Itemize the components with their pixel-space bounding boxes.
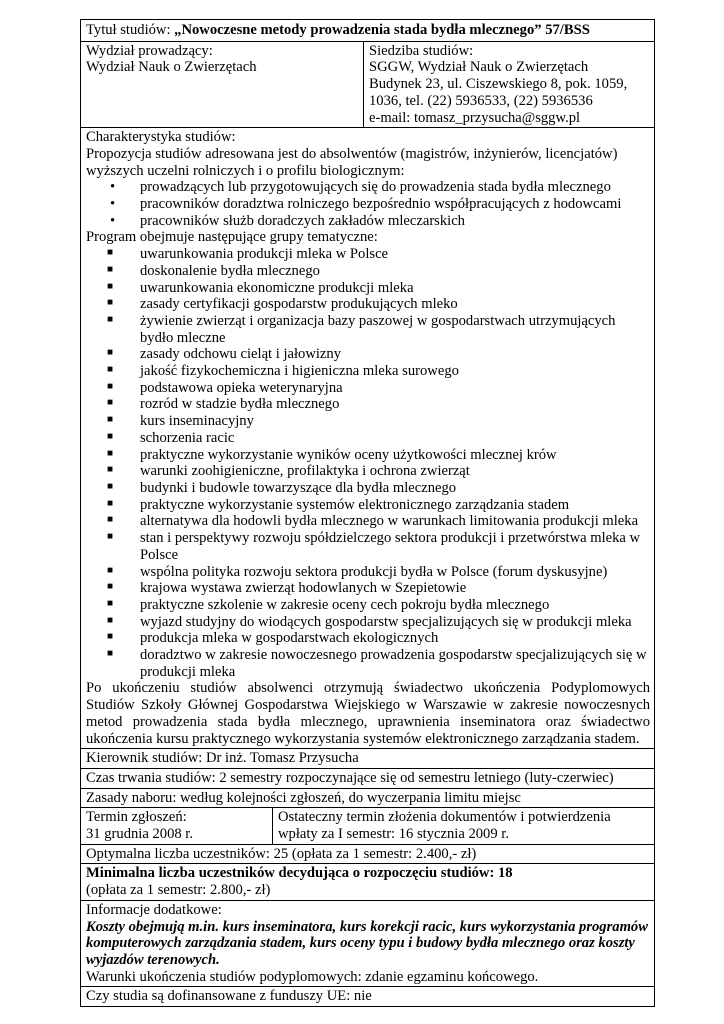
list-item: ■ produkcja mleka w gospodarstwach ekologicznych (86, 630, 650, 647)
characteristics-intro: Propozycja studiów adresowana jest do absolwentów (magistrów, inżynierów, licencjatów) wyższych uczelni rolniczych i o profilu biologicznym: (86, 145, 618, 179)
duration-row (80, 768, 655, 788)
title-value: „Nowoczesne metody prowadzenia stada bydła mlecznego” 57/BSS (174, 22, 590, 38)
faculty-cell (81, 42, 363, 128)
head-row (80, 748, 655, 768)
closing-paragraph: Po ukończeniu studiów absolwenci otrzymują świadectwo ukończenia Podyplomowych Studiów Szkoły Głównej Gospodarstwa Wiejskiego w Warszawie w zakresie nowoczesnych metod prowadzenia stada bydła mlecznego, uprawnienia inseminatora oraz świadectwo ukończenia kursu praktycznego wykorzystania systemów elektronicznego zarządzania stadem. (86, 680, 650, 747)
list-item: ■ rozród w stadzie bydła mlecznego (86, 396, 650, 413)
minimal-participants: Minimalna liczba uczestników decydująca o rozpoczęciu studiów: 18 (86, 865, 513, 882)
final-deadline-cell (272, 808, 654, 843)
list-item: ■ żywienie zwierząt i organizacja bazy paszowej w gospodarstwach utrzymujących bydło mleczne (86, 313, 650, 346)
additional-heading: Informacje dodatkowe: (86, 901, 222, 918)
audience-list (86, 179, 650, 229)
admission-row (80, 788, 655, 808)
deadline-label: Termin zgłoszeń: (86, 809, 187, 826)
additional-row (80, 900, 655, 987)
final-deadline-line: wpłaty za I semestr: 16 stycznia 2009 r. (278, 826, 510, 843)
title-label: Tytuł studiów: (86, 22, 175, 38)
list-item: ■ stan i perspektywy rozwoju spółdzielczego sektora produkcji i przetwórstwa mleka w Polsce (86, 530, 650, 563)
list-item: • pracowników doradztwa rolniczego bezpośrednio współpracujących z hodowcami (86, 196, 650, 213)
seat-label: Siedziba studiów: (369, 42, 474, 59)
study-head: Kierownik studiów: Dr inż. Tomasz Przysucha (86, 750, 359, 767)
additional-costs: Koszty obejmują m.in. kurs inseminatora, kurs korekcji racic, kurs wykorzystania programów komputerowych zarządzania stadem, kurs oceny typu i budowy bydła mlecznego oraz koszty wyjazdów terenowych. (86, 918, 648, 968)
admission-rules: Zasady naboru: według kolejności zgłoszeń, do wyczerpania limitu miejsc (86, 789, 521, 806)
deadline-cell (81, 808, 272, 843)
list-item: ■ wyjazd studyjny do wiodących gospodarstw specjalizujących się w produkcji mleka (86, 614, 650, 631)
title-row (80, 19, 655, 41)
final-deadline-line: Ostateczny termin złożenia dokumentów i potwierdzenia (278, 809, 611, 826)
faculty-label: Wydział prowadzący: (86, 42, 213, 59)
minimal-fee: (opłata za 1 semestr: 2.800,- zł) (86, 882, 271, 899)
eu-funding-row (80, 986, 655, 1007)
faculty-value: Wydział Nauk o Zwierzętach (86, 59, 257, 76)
list-item: ■ zasady odchowu cieląt i jałowizny (86, 346, 650, 363)
seat-cell (363, 42, 654, 128)
seat-email: e-mail: tomasz_przysucha@sggw.pl (369, 109, 581, 126)
characteristics-heading: Charakterystyka studiów: (86, 129, 236, 146)
deadlines-row (80, 807, 655, 843)
list-item: ■ praktyczne wykorzystanie wyników oceny użytkowości mlecznej krów (86, 447, 650, 464)
optimal-participants: Optymalna liczba uczestników: 25 (opłata za 1 semestr: 2.400,- zł) (86, 845, 477, 862)
list-item: ■ budynki i budowle towarzyszące dla bydła mlecznego (86, 480, 650, 497)
faculty-seat-row (80, 41, 655, 128)
seat-line: SGGW, Wydział Nauk o Zwierzętach (369, 59, 589, 76)
completion-conditions: Warunki ukończenia studiów podyplomowych: zdanie egzaminu końcowego. (86, 968, 539, 985)
program-heading: Program obejmuje następujące grupy tematyczne: (86, 229, 378, 246)
list-item: ■ schorzenia racic (86, 430, 650, 447)
list-item: ■ alternatywa dla hodowli bydła mlecznego w warunkach limitowania produkcji mleka (86, 513, 650, 530)
list-item: ■ doradztwo w zakresie nowoczesnego prowadzenia gospodarstw specjalizujących się w produkcji mleka (86, 647, 650, 680)
list-item: • pracowników służb doradczych zakładów mleczarskich (86, 213, 650, 230)
seat-line: 1036, tel. (22) 5936533, (22) 5936536 (369, 92, 593, 109)
list-item: ■ jakość fizykochemiczna i higieniczna mleka surowego (86, 363, 650, 380)
minimal-row (80, 863, 655, 899)
list-item: ■ uwarunkowania produkcji mleka w Polsce (86, 246, 650, 263)
list-item: ■ praktyczne szkolenie w zakresie oceny cech pokroju bydła mlecznego (86, 597, 650, 614)
seat-line: Budynek 23, ul. Ciszewskiego 8, pok. 1059, (369, 76, 628, 93)
list-item: ■ kurs inseminacyjny (86, 413, 650, 430)
list-item: ■ praktyczne wykorzystanie systemów elektronicznego zarządzania stadem (86, 497, 650, 514)
list-item: • prowadzących lub przygotowujących się do prowadzenia stada bydła mlecznego (86, 179, 650, 196)
list-item: ■ zasady certyfikacji gospodarstw produkujących mleko (86, 296, 650, 313)
list-item: ■ doskonalenie bydła mlecznego (86, 263, 650, 280)
list-item: ■ krajowa wystawa zwierząt hodowlanych w Szepietowie (86, 580, 650, 597)
study-program-form (80, 19, 655, 1007)
eu-funding: Czy studia są dofinansowane z funduszy UE: nie (86, 988, 372, 1005)
characteristics-row (80, 127, 655, 748)
list-item: ■ podstawowa opieka weterynaryjna (86, 380, 650, 397)
deadline-value: 31 grudnia 2008 r. (86, 826, 194, 843)
topics-list (86, 246, 650, 680)
list-item: ■ wspólna polityka rozwoju sektora produkcji bydła w Polsce (forum dyskusyjne) (86, 564, 650, 581)
list-item: ■ warunki zoohigieniczne, profilaktyka i ochrona zwierząt (86, 463, 650, 480)
optimal-row (80, 844, 655, 864)
list-item: ■ uwarunkowania ekonomiczne produkcji mleka (86, 280, 650, 297)
study-duration: Czas trwania studiów: 2 semestry rozpoczynające się od semestru letniego (luty-czerwiec) (86, 769, 614, 786)
